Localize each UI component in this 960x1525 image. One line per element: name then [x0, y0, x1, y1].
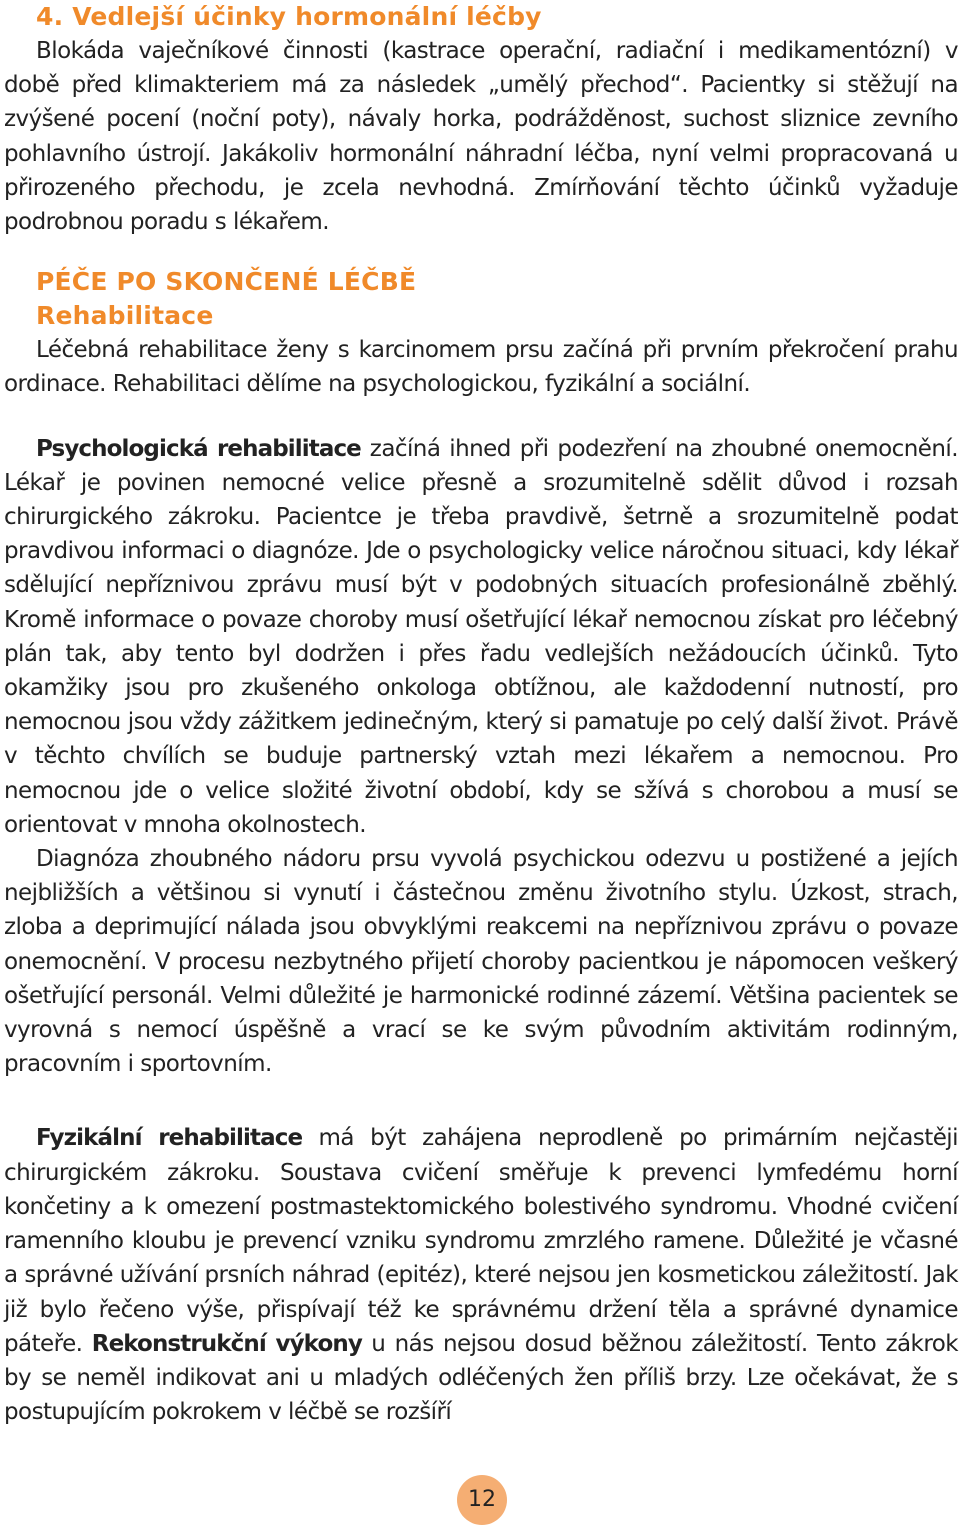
psychological-text: začíná ihned při podezření na zhoubné onemocnění. Lékař je povinen nemocné velice přesně a srozumitelně sdělit důvod i rozsah chirurgického zákroku. Pacientce je třeba pravdivě, šetrně a srozumitelně podat pravdivou informaci o diagnóze. Jde o psychologicky velice náročnou situaci, kdy lékař sdělující nepříznivou zprávu musí být v podobných situacích profesionálně zběhlý. Kromě informace o povaze choroby musí ošetřující lékař nemocnou získat pro léčebný plán tak, aby tento byl dodržen i přes řadu vedlejších nežádoucích účinků. Tyto okamžiky jsou pro zkušeného onkologa obtížnou, ale každodenní nutností, pro nemocnou jsou vždy zážitkem jedinečným, který si pamatuje po celý další život. Právě v těchto chvílích se buduje partnerský vztah mezi lékařem a nemocnou. Pro nemocnou jde o velice složité životní období, kdy se sžívá s chorobou a musí se orientovat v mnoha okolnostech. [4, 435, 958, 838]
physical-paragraph [4, 1121, 958, 1429]
page-number-badge: 12 [457, 1475, 507, 1525]
rehabilitation-subheading: Rehabilitace [36, 301, 214, 331]
psychological-term: Psychologická rehabilitace [36, 435, 361, 462]
section-paragraph: Blokáda vaječníkové činnosti (kastrace operační, radiační i medikamentózní) v době před klimakteriem má za následek „umělý přechod“. Pacientky si stěžují na zvýšené pocení (noční poty), návaly horka, podrážděnost, suchost sliznice zevního pohlavního ústrojí. Jakákoliv hormonální náhradní léčba, nyní velmi propracovaná u přirozeného přechodu, je zcela nevhodná. Zmírňování těchto účinků vyžaduje podrobnou poradu s lékařem. [4, 38, 958, 236]
diagnosis-paragraph: Diagnóza zhoubného nádoru prsu vyvolá psychickou odezvu u postižené a jejích nejbližších a většinou si vynutí i částečnou změnu životního stylu. Úzkost, strach, zloba a deprimující nálada jsou obvyklými reakcemi na nepříznivou zprávu o povaze onemocnění. V procesu nezbytného přijetí choroby pacientkou je nápomocen veškerý ošetřující personál. Velmi důležité je harmonické rodinné zázemí. Většina pacientek se vyrovná s nemocí úspěšně a vrací se ke svým původním aktivitám rodinným, pracovním i sportovním. [4, 846, 958, 1078]
physical-text-a: má být zahájena neprodleně po primárním nejčastěji chirurgickém zákroku. Soustava cvičení směřuje k prevenci lymfedému horní končetiny a k omezení postmastektomického bolestivého syndromu. Vhodné cvičení ramenního kloubu je prevencí vzniku syndromu zmrzlého ramene. Důležité je včasné a správné užívání prsních náhrad (epitéz), které nejsou jen kosmetickou záležitostí. Jak již bylo řečeno výše, přispívají též ke správnému držení těla a správné dynamice páteře. [4, 1125, 958, 1357]
care-heading: PÉČE PO SKONČENÉ LÉČBĚ [36, 267, 417, 297]
psychological-paragraph [4, 432, 958, 842]
physical-text-b: u nás nejsou dosud běžnou záležitostí. Tento zákrok by se neměl indikovat ani u mladých odléčených žen příliš brzy. Lze očekávat, že s postupujícím pokrokem v léčbě se rozšíří [4, 1330, 959, 1426]
rehabilitation-intro: Léčebná rehabilitace ženy s karcinomem prsu začíná při prvním překročení prahu ordinace. Rehabilitaci dělíme na psychologickou, fyzikální a sociální. [4, 337, 958, 398]
physical-term: Fyzikální rehabilitace [36, 1125, 303, 1152]
section-heading: 4. Vedlejší účinky hormonální léčby [36, 2, 542, 31]
document-page [4, 0, 958, 1429]
reconstruction-term: Rekonstrukční výkony [91, 1330, 362, 1357]
